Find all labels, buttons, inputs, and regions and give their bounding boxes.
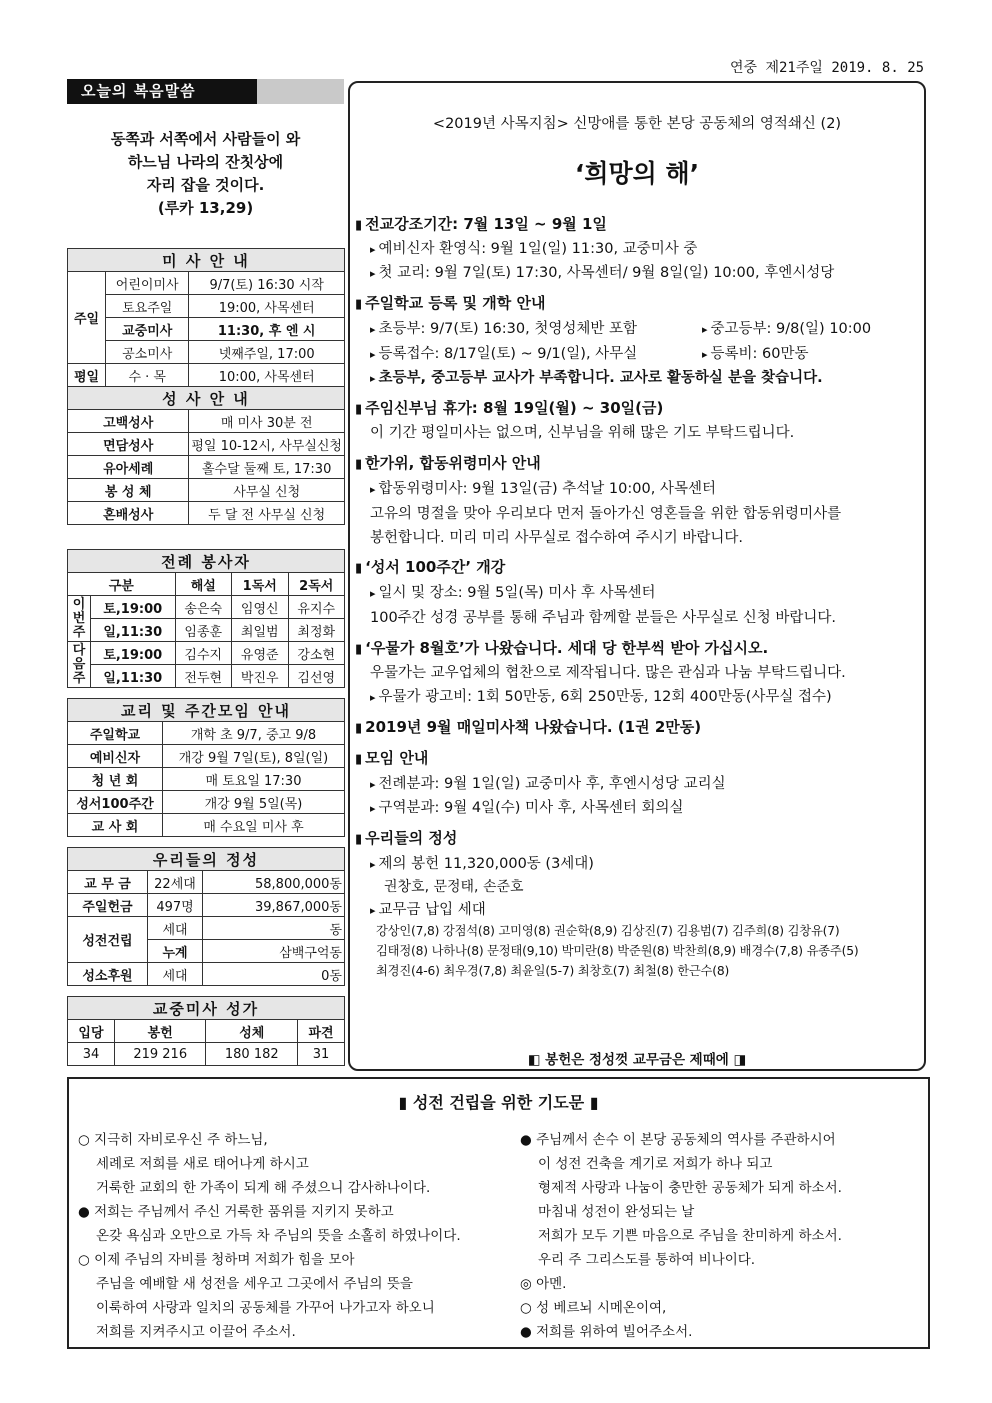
gospel-title-bar: [67, 79, 344, 104]
offering-label: 성소후원: [68, 963, 148, 986]
prayer-line: 저희가 모두 기쁜 마음으로 주님을 찬미하게 하소서.: [538, 1228, 842, 1244]
section-heading: ▮ ‘우물가 8월호’가 나왔습니다. 세대 당 한부씩 받아 가십시오.: [355, 637, 768, 658]
offering-label: 교 무 금: [68, 871, 148, 894]
meeting-name: 교 사 회: [68, 814, 163, 837]
hymn-header: 봉헌: [114, 1020, 206, 1043]
pastoral-subtitle: <2019년 사목지침> 신망애를 통한 본당 공동체의 영적쇄신 (2): [432, 116, 842, 132]
section-heading: ▮ 주임신부님 휴가: 8월 19일(월) ~ 30일(금): [355, 397, 663, 418]
hymn-title: 교중미사 성가: [68, 997, 345, 1020]
meetings-title: 교리 및 주간모임 안내: [68, 699, 345, 722]
liturgy-person: 유영준: [232, 642, 288, 665]
meeting-info: 개학 초 9/7, 중고 9/8: [163, 722, 345, 745]
liturgy-person: 최정화: [288, 619, 345, 642]
sacrament-type: 혼배성사: [68, 502, 189, 525]
building-label: 성전건립: [68, 917, 148, 963]
liturgy-person: 임종훈: [175, 619, 231, 642]
prayer-line: 이룩하여 사랑과 일치의 공동체를 가꾸어 나가고자 하오니: [96, 1300, 435, 1316]
meeting-name: 성서100주간: [68, 791, 163, 814]
prayer-line: 온갖 욕심과 오만으로 가득 차 주님의 뜻을 소홀히 하였나이다.: [96, 1228, 461, 1244]
item-text: 이 기간 평일미사는 없으며, 신부님을 위해 많은 기도 부탁드립니다.: [370, 425, 795, 441]
prayer-line: 마침내 성전이 완성되는 날: [538, 1204, 695, 1220]
weekday-label: 평일: [68, 364, 106, 387]
section-heading: ▮ ‘성서 100주간’ 개강: [355, 556, 505, 577]
liturgy-table: [67, 549, 345, 688]
hymn-number: 180 182: [206, 1043, 298, 1066]
prayer-line: 저희를 지켜주시고 이끌어 주소서.: [96, 1324, 296, 1340]
sacrament-info: 홀수달 둘째 토, 17:30: [189, 456, 345, 479]
item-line: ▸ 첫 교리: 9월 7일(토) 17:30, 사목센터/ 9월 8일(일) 10:00, 후엔시성당: [370, 261, 834, 282]
mass-time: 9/7(토) 16:30 시작: [189, 272, 345, 295]
item-line: ▸ 우물가 광고비: 1회 50만동, 6회 250만동, 12회 400만동(사무실 접수): [370, 685, 832, 706]
sacrament-type: 유아세례: [68, 456, 189, 479]
item-line: ▸ 중고등부: 9/8(일) 10:00: [702, 317, 871, 338]
prayer-title: ▮ 성전 건립을 위한 기도문 ▮: [398, 1093, 599, 1112]
meeting-name: 청 년 회: [68, 768, 163, 791]
item-line: ▸ 등록비: 60만동: [702, 342, 809, 363]
offering-table: [67, 847, 345, 986]
mass-time: 19:00, 사목센터: [189, 295, 345, 318]
item-line: ▸ 전례분과: 9월 1일(일) 교중미사 후, 후엔시성당 교리실: [370, 772, 726, 793]
mass-type: 어린이미사: [106, 272, 189, 295]
mass-type: 수 · 목: [106, 364, 189, 387]
offering-count: 497명: [148, 894, 203, 917]
liturgy-header: 해설: [175, 573, 231, 596]
tithe-list: 최경진(4-6) 최우경(7,8) 최윤일(5-7) 최창호(7) 최철(8) 한근수(8): [376, 964, 730, 978]
offering-footer: ◧ 봉헌은 정성껏 교무금은 제때에 ◨: [527, 1052, 747, 1068]
bulletin-date: 연중 제21주일 2019. 8. 25: [730, 60, 925, 76]
sacrament-type: 봉 성 체: [68, 479, 189, 502]
sacrament-info: 평일 10-12시, 사무실신청: [189, 433, 345, 456]
prayer-line: 세례로 저희를 새로 태어나게 하시고: [96, 1156, 309, 1172]
offering-count: 누계: [148, 940, 203, 963]
item-line: ▸ 초등부, 중고등부 교사가 부족합니다. 교사로 활동하실 분을 찾습니다.: [370, 366, 823, 387]
liturgy-title: 전례 봉사자: [68, 550, 345, 573]
next-week-label: 다음주: [68, 642, 91, 688]
mass-title: 미 사 안 내: [68, 249, 345, 272]
sacrament-info: 두 달 전 사무실 신청: [189, 502, 345, 525]
item-line: ▸ 등록접수: 8/17일(토) ~ 9/1(일), 사무실: [370, 342, 637, 363]
mass-type: 교중미사: [106, 318, 189, 341]
liturgy-header: 1독서: [232, 573, 288, 596]
verse-line: 자리 잡을 것이다.: [146, 176, 265, 194]
prayer-line: ○ 지극히 자비로우신 주 하느님,: [78, 1132, 268, 1148]
liturgy-time: 토,19:00: [91, 642, 176, 665]
gospel-verse: [67, 128, 344, 220]
meeting-info: 개강 9월 7일(토), 8일(일): [163, 745, 345, 768]
section-heading: ▮ 주일학교 등록 및 개학 안내: [355, 292, 545, 313]
offering-amount: 동: [203, 917, 345, 940]
mass-table: [67, 248, 345, 525]
item-line: ▸ 일시 및 장소: 9월 5일(목) 미사 후 사목센터: [370, 581, 656, 602]
prayer-line: 우리 주 그리스도를 통하여 비나이다.: [538, 1252, 756, 1268]
prayer-line: ○ 성 베르뇌 시메온이여,: [520, 1300, 667, 1316]
liturgy-person: 최일범: [232, 619, 288, 642]
offering-amount: 58,800,000동: [203, 871, 345, 894]
hymn-header: 파견: [298, 1020, 345, 1043]
hymn-number: 219 216: [114, 1043, 206, 1066]
offering-count: 세대: [148, 917, 203, 940]
prayer-line: ● 저희는 주님께서 주신 거룩한 품위를 지키지 못하고: [78, 1204, 394, 1220]
sacrament-type: 면담성사: [68, 433, 189, 456]
prayer-line: 주님을 예배할 새 성전을 세우고 그곳에서 주님의 뜻을: [96, 1276, 413, 1292]
item-line: ▸ 구역분과: 9월 4일(수) 미사 후, 사목센터 회의실: [370, 796, 684, 817]
donor-names: 권창호, 문정태, 손준호: [384, 879, 524, 895]
offering-count: 22세대: [148, 871, 203, 894]
meeting-info: 개강 9월 5일(목): [163, 791, 345, 814]
sacrament-type: 고백성사: [68, 410, 189, 433]
liturgy-person: 임영신: [232, 596, 288, 619]
item-text: 우물가는 교우업체의 협찬으로 제작됩니다. 많은 관심과 나눔 부탁드립니다.: [370, 665, 846, 681]
liturgy-person: 전두현: [175, 665, 231, 688]
hymn-header: 성체: [206, 1020, 298, 1043]
item-line: ▸ 합동위령미사: 9월 13일(금) 추석날 10:00, 사목센터: [370, 477, 716, 498]
liturgy-time: 일,11:30: [91, 665, 176, 688]
hymn-number: 31: [298, 1043, 345, 1066]
liturgy-time: 일,11:30: [91, 619, 176, 642]
prayer-line: 거룩한 교회의 한 가족이 되게 해 주셨으니 감사하나이다.: [96, 1180, 431, 1196]
item-line: ▸ 교무금 납입 세대: [370, 898, 486, 919]
tithe-list: 김태정(8) 나하나(8) 문정태(9,10) 박미란(8) 박준원(8) 박찬희(8,9) 배경수(7,8) 유종주(5): [376, 944, 859, 958]
section-heading: ▮ 모임 안내: [355, 747, 428, 768]
liturgy-person: 박진우: [232, 665, 288, 688]
offering-amount: 0동: [203, 963, 345, 986]
mass-type: 토요주일: [106, 295, 189, 318]
mass-time: 11:30, 후 엔 시: [189, 318, 345, 341]
meeting-name: 예비신자: [68, 745, 163, 768]
offering-count: 세대: [148, 963, 203, 986]
meetings-table: [67, 698, 345, 837]
sunday-label: 주일: [68, 272, 106, 364]
prayer-line: ● 저희를 위하여 빌어주소서.: [520, 1324, 693, 1340]
offering-amount: 삼백구억동: [203, 940, 345, 963]
mass-time: 넷째주일, 17:00: [189, 341, 345, 364]
liturgy-person: 강소현: [288, 642, 345, 665]
prayer-line: ○ 이제 주님의 자비를 청하며 저희가 힘을 모아: [78, 1252, 355, 1268]
gospel-title: 오늘의 복음말씀: [67, 79, 257, 104]
verse-line: 동쪽과 서쪽에서 사람들이 와: [110, 130, 301, 148]
liturgy-time: 토,19:00: [91, 596, 176, 619]
section-heading: ▮ 한가위, 합동위령미사 안내: [355, 452, 541, 473]
item-text: 봉헌합니다. 미리 미리 사무실로 접수하여 주시기 바랍니다.: [370, 530, 744, 546]
liturgy-header: 2독서: [288, 573, 345, 596]
hymn-header: 입당: [68, 1020, 115, 1043]
liturgy-header: 구분: [68, 573, 176, 596]
meeting-name: 주일학교: [68, 722, 163, 745]
liturgy-person: 김수지: [175, 642, 231, 665]
liturgy-person: 유지수: [288, 596, 345, 619]
pastoral-title: ‘희망의 해’: [574, 159, 700, 188]
item-line: ▸ 예비신자 환영식: 9월 1일(일) 11:30, 교중미사 중: [370, 237, 697, 258]
hymn-table: [67, 996, 345, 1066]
prayer-line: ◎ 아멘.: [520, 1276, 567, 1292]
meeting-info: 매 수요일 미사 후: [163, 814, 345, 837]
mass-time: 10:00, 사목센터: [189, 364, 345, 387]
offering-title: 우리들의 정성: [68, 848, 345, 871]
item-text: 고유의 명절을 맞아 우리보다 먼저 돌아가신 영혼들을 위한 합동위령미사를: [370, 506, 842, 522]
meeting-info: 매 토요일 17:30: [163, 768, 345, 791]
verse-reference: (루카 13,29): [157, 199, 254, 217]
sacrament-title: 성 사 안 내: [68, 387, 345, 410]
prayer-line: ● 주님께서 손수 이 본당 공동체의 역사를 주관하시어: [520, 1132, 836, 1148]
section-heading: ▮ 우리들의 정성: [355, 827, 457, 848]
item-line: ▸ 제의 봉헌 11,320,000동 (3세대): [370, 852, 594, 873]
mass-type: 공소미사: [106, 341, 189, 364]
liturgy-person: 송은숙: [175, 596, 231, 619]
verse-line: 하느님 나라의 잔칫상에: [127, 153, 284, 171]
this-week-label: 이번주: [68, 596, 91, 642]
liturgy-person: 김선영: [288, 665, 345, 688]
section-heading: ▮ 전교강조기간: 7월 13일 ~ 9월 1일: [355, 213, 607, 234]
offering-label: 주일헌금: [68, 894, 148, 917]
prayer-line: 이 성전 건축을 계기로 저희가 하나 되고: [538, 1156, 773, 1172]
tithe-list: 강상인(7,8) 강점석(8) 고미영(8) 권순학(8,9) 김상진(7) 김용범(7) 김주희(8) 김창유(7): [376, 924, 840, 938]
item-line: ▸ 초등부: 9/7(토) 16:30, 첫영성체반 포함: [370, 317, 637, 338]
sacrament-info: 사무실 신청: [189, 479, 345, 502]
prayer-line: 형제적 사랑과 나눔이 충만한 공동체가 되게 하소서.: [538, 1180, 842, 1196]
offering-amount: 39,867,000동: [203, 894, 345, 917]
section-heading: ▮ 2019년 9월 매일미사책 나왔습니다. (1권 2만동): [355, 716, 701, 737]
item-text: 100주간 성경 공부를 통해 주님과 함께할 분들은 사무실로 신청 바랍니다.: [370, 610, 836, 626]
hymn-number: 34: [68, 1043, 115, 1066]
sacrament-info: 매 미사 30분 전: [189, 410, 345, 433]
